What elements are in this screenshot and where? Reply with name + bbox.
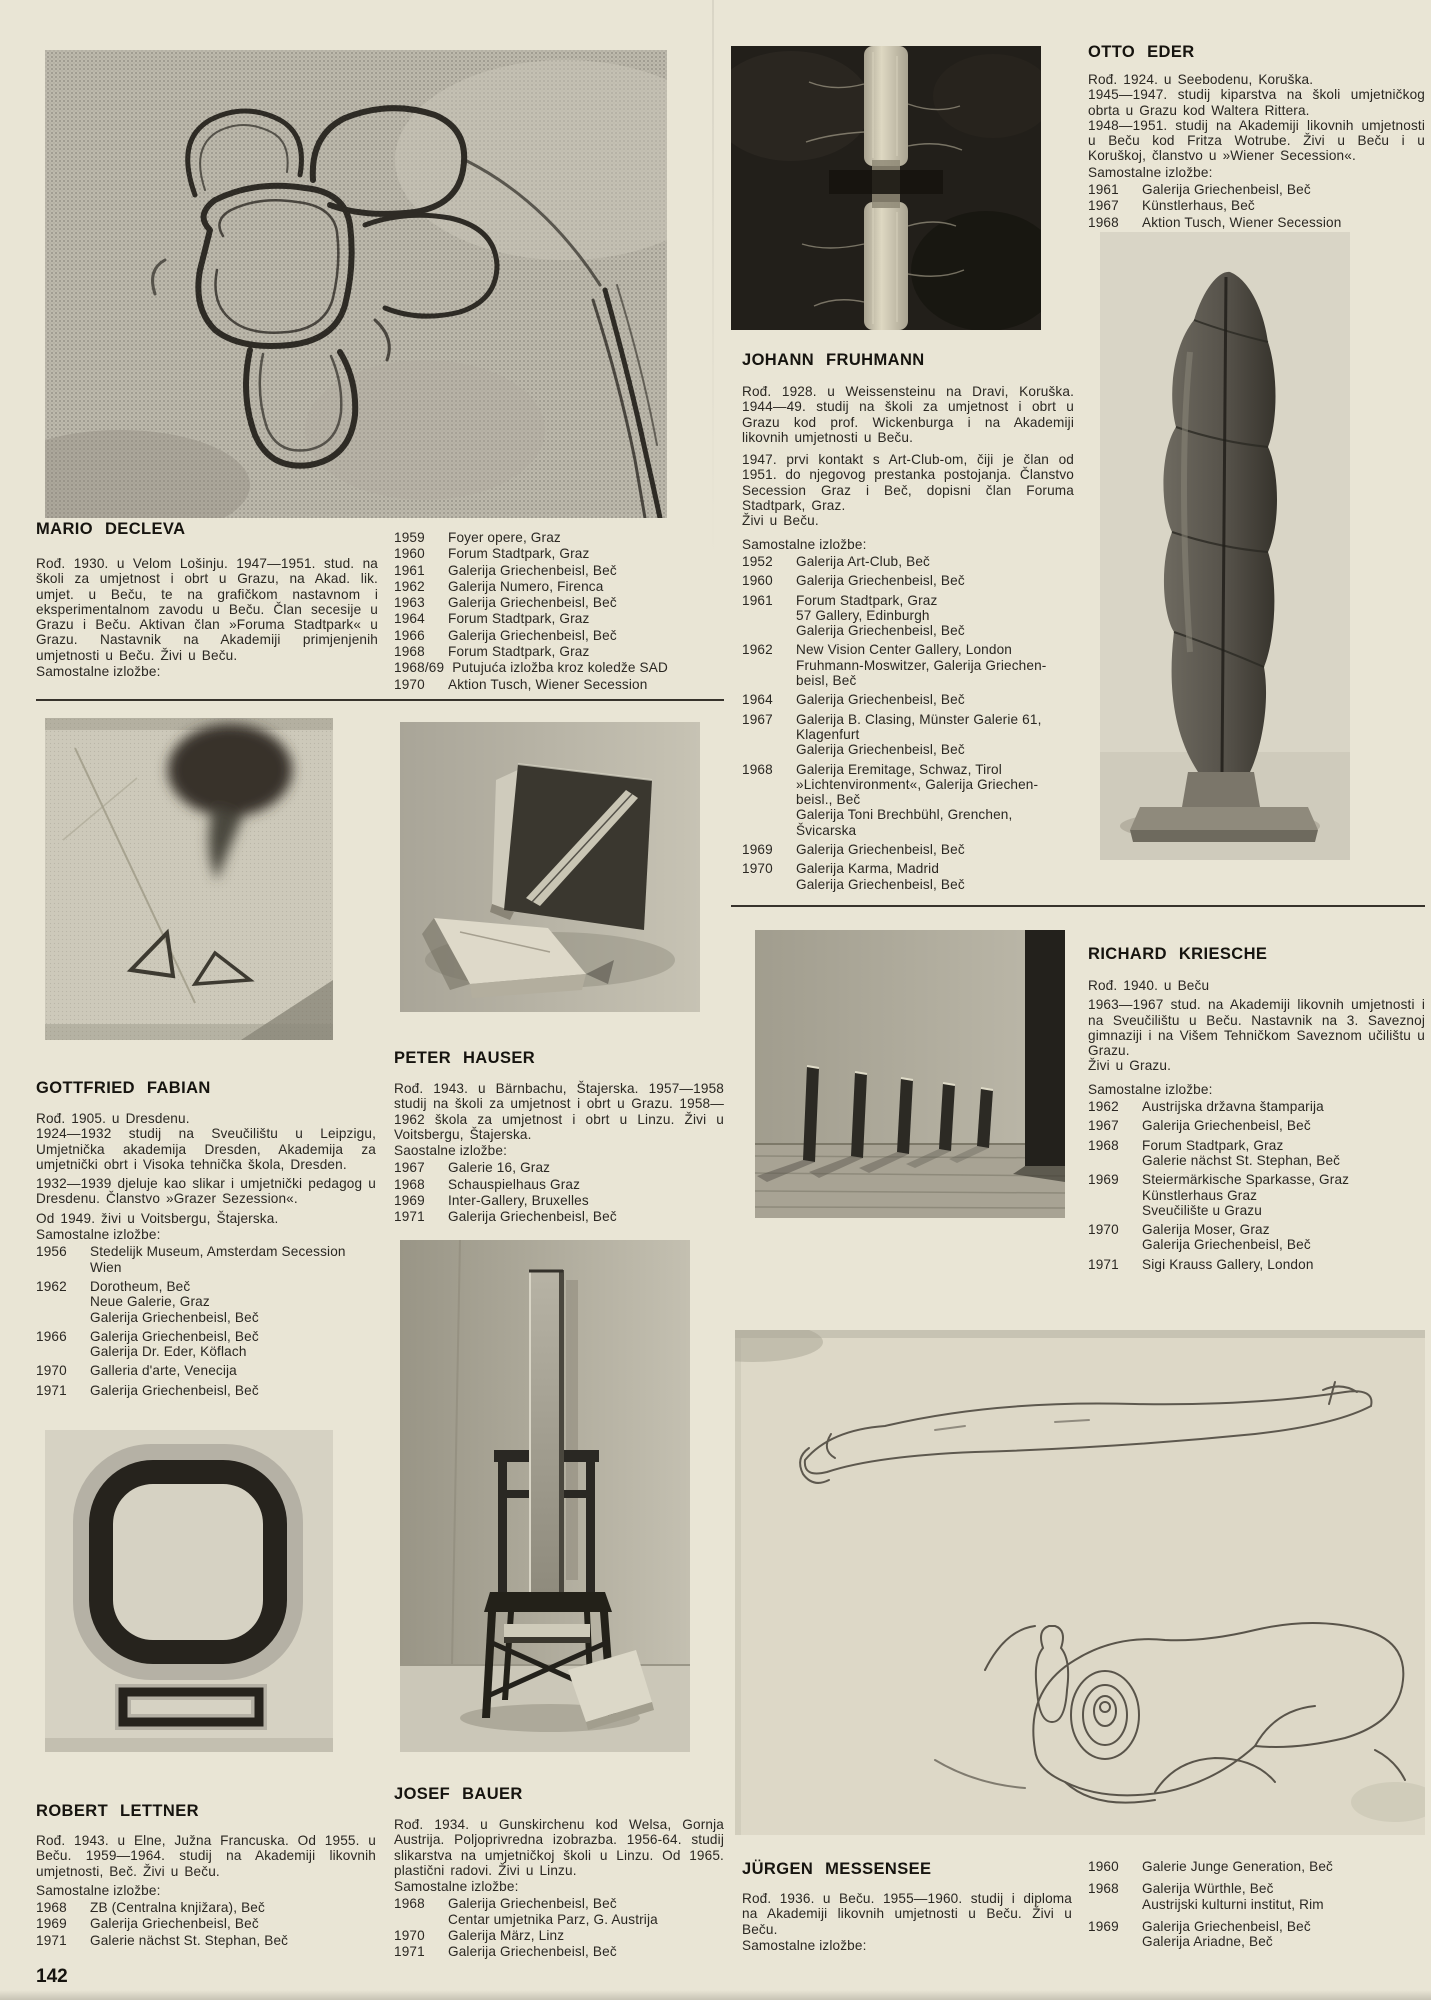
exhibition-year: 1968: [742, 761, 773, 777]
exhibition-year: 1970: [1088, 1222, 1119, 1238]
exhibition-entry: [394, 546, 726, 561]
bio-paragraph: Živi u Grazu.: [1088, 1058, 1171, 1074]
exhibition-line: Austrijski kulturni institut, Rim: [1142, 1896, 1324, 1912]
artist-bio-kriesche: [1088, 978, 1425, 1276]
exhibition-year: 1969: [1088, 1918, 1119, 1934]
exhibition-year: 1970: [36, 1363, 67, 1379]
exhibition-year: 1970: [394, 1928, 425, 1944]
exhibition-year: 1968: [36, 1900, 67, 1916]
exhibition-line: Galerija Griechenbeisl, Beč: [448, 562, 617, 578]
exhibition-entry: [1088, 1172, 1425, 1218]
exhibition-year: 1970: [742, 861, 773, 877]
artist-heading-decleva: MARIO DECLEVA: [36, 520, 186, 538]
exhibition-year: 1960: [394, 546, 425, 562]
exhibition-line: Künstlerhaus Graz: [1142, 1187, 1258, 1203]
exhibition-line: Wien: [90, 1259, 122, 1275]
bauer-artwork-image: [400, 1240, 690, 1752]
artist-bio-fruhmann: [742, 384, 1074, 896]
exhibition-entry: [394, 644, 726, 659]
exhibition-line: Galerija Griechenbeisl, Beč: [796, 742, 965, 758]
exhibition-year: 1963: [394, 595, 425, 611]
section-divider-right: [731, 905, 1425, 907]
exhibition-entry: [1088, 215, 1425, 230]
exhibition-entry: [394, 1209, 724, 1224]
exhibition-line: beisl, Beč: [796, 673, 857, 689]
bio-paragraph: 1924—1932 studij na Sveučilištu u Leipzigu, Umjetnička akademija Dresden, Akademija za umjetnički obrt i Visoka tehnička škola, Dresden.: [36, 1126, 376, 1172]
shows-label: Samostalne izložbe:: [36, 664, 161, 680]
artist-heading-hauser: PETER HAUSER: [394, 1049, 536, 1067]
exhibition-entry: [394, 1177, 724, 1192]
artist-bio-bauer: [394, 1817, 724, 1961]
exhibition-year: 1971: [36, 1932, 67, 1948]
exhibition-year: 1961: [742, 592, 773, 608]
bio-paragraph: Rođ. 1940. u Beču: [1088, 978, 1210, 993]
exhibition-line: beisl., Beč: [796, 792, 861, 808]
exhibition-year: 1969: [36, 1916, 67, 1932]
exhibition-line: Galerija Art-Club, Beč: [796, 553, 930, 569]
exhibition-year: 1967: [1088, 1118, 1119, 1134]
exhibition-year: 1961: [1088, 182, 1119, 198]
bio-paragraph: 1932—1939 djeluje kao slikar i umjetnički pedagog u Dresdenu. Članstvo »Grazer Sezession«.: [36, 1176, 376, 1207]
exhibition-line: Galerija Griechenbeisl, Beč: [90, 1382, 259, 1398]
exhibition-line: »Lichtenvironment«, Galerija Griechen-: [796, 776, 1039, 792]
exhibition-line: Galerija Griechenbeisl, Beč: [1142, 1918, 1311, 1934]
exhibition-year: 1970: [394, 676, 425, 692]
exhibition-line: Galerija Griechenbeisl, Beč: [90, 1916, 259, 1932]
eder-artwork-image: [1100, 232, 1350, 860]
exhibition-year: 1968: [394, 1896, 425, 1912]
exhibition-entry: [742, 642, 1074, 688]
artist-shows-decleva: [394, 528, 726, 693]
exhibition-entry: [394, 677, 726, 692]
exhibition-entry: [394, 579, 726, 594]
exhibition-entry: [394, 563, 726, 578]
exhibition-entry: [36, 1933, 376, 1948]
exhibition-entry: [394, 1896, 724, 1927]
shows-label: Samostalne izložbe:: [36, 1227, 161, 1243]
exhibition-year: 1961: [394, 562, 425, 578]
artist-shows-messensee: [1088, 1857, 1428, 1956]
artist-heading-eder: OTTO EDER: [1088, 43, 1195, 61]
page-bottom-shadow: [0, 1990, 1431, 2000]
fruhmann-artwork-image: [731, 46, 1041, 330]
exhibition-year: 1952: [742, 553, 773, 569]
exhibition-year: 1968: [1088, 1881, 1119, 1897]
shows-label: Samostalne izložbe:: [1088, 164, 1213, 180]
bio-paragraph: Rođ. 1934. u Gunskirchenu kod Welsa, Gornja Austrija. Poljoprivredna izobrazba. 1956-64. studij slikarstva na umjetničkoj školi u Linzu. Od 1965. plastični radovi. Živi u Linzu.: [394, 1817, 724, 1878]
exhibition-line: Galerie 16, Graz: [448, 1160, 551, 1176]
exhibition-line: Galerija Griechenbeisl, Beč: [448, 1944, 617, 1960]
lettner-artwork-image: [45, 1430, 333, 1752]
artist-bio-decleva: [36, 556, 378, 679]
shows-label: Samostalne izložbe:: [394, 1879, 519, 1895]
exhibition-year: 1969: [394, 1193, 425, 1209]
exhibition-year: 1956: [36, 1244, 67, 1260]
exhibition-line: Forum Stadtpark, Graz: [1142, 1137, 1284, 1153]
exhibition-entry: [1088, 182, 1425, 197]
bio-paragraph: Od 1949. živi u Voitsbergu, Štajerska.: [36, 1210, 279, 1226]
bio-paragraph: 1963—1967 stud. na Akademiji likovnih umjetnosti i na Sveučilištu u Beču. Nastavnik na 3. Saveznoj gimnaziji i na Višem Tehničkom Saveznom učilištu u Grazu.: [1088, 997, 1425, 1059]
exhibition-line: Forum Stadtpark, Graz: [796, 592, 938, 608]
exhibition-year: 1962: [394, 578, 425, 594]
artist-bio-messensee: [742, 1891, 1072, 1953]
exhibition-entry: [1088, 198, 1425, 213]
exhibition-year: 1968: [1088, 214, 1119, 230]
exhibition-year: 1968: [394, 1176, 425, 1192]
exhibition-entry: [1088, 1099, 1425, 1114]
exhibition-line: Galerija B. Clasing, Münster Galerie 61,: [796, 711, 1042, 727]
exhibition-line: Galerija Dr. Eder, Köflach: [90, 1344, 247, 1360]
exhibition-entry: [394, 530, 726, 545]
page-crease: [712, 0, 714, 560]
exhibition-year: 1966: [394, 627, 425, 643]
artist-heading-messensee: JÜRGEN MESSENSEE: [742, 1860, 932, 1878]
exhibition-year: 1962: [1088, 1099, 1119, 1115]
exhibition-line: Galerija Karma, Madrid: [796, 861, 940, 877]
exhibition-line: Galerija Numero, Firenca: [448, 578, 604, 594]
exhibition-entry: [1088, 1138, 1425, 1169]
exhibition-line: Dorotheum, Beč: [90, 1278, 191, 1294]
exhibition-year: 1968: [1088, 1137, 1119, 1153]
exhibition-year: 1971: [394, 1209, 425, 1225]
section-divider-left: [36, 699, 724, 701]
exhibition-year: 1969: [742, 842, 773, 858]
fabian-artwork-image: [45, 718, 333, 1040]
exhibition-year: 1967: [742, 711, 773, 727]
exhibition-line: Steiermärkische Sparkasse, Graz: [1142, 1172, 1350, 1188]
exhibition-line: Galerija Griechenbeisl, Beč: [1142, 1118, 1311, 1134]
exhibition-line: Galerija Griechenbeisl, Beč: [796, 842, 965, 858]
artist-heading-fruhmann: JOHANN FRUHMANN: [742, 351, 925, 369]
exhibition-entry: [742, 692, 1074, 707]
exhibition-line: Künstlerhaus, Beč: [1142, 198, 1255, 214]
exhibition-line: Galerija März, Linz: [448, 1928, 565, 1944]
exhibition-line: 57 Gallery, Edinburgh: [796, 607, 930, 623]
exhibition-line: ZB (Centralna knjižara), Beč: [90, 1900, 265, 1916]
exhibition-line: Klagenfurt: [796, 726, 860, 742]
exhibition-entry: [394, 1193, 724, 1208]
exhibition-entry: [394, 595, 726, 610]
exhibition-year: 1966: [36, 1328, 67, 1344]
exhibition-entry: [36, 1329, 376, 1360]
exhibition-year: 1968/69: [394, 660, 445, 676]
artist-bio-eder: [1088, 72, 1425, 231]
exhibition-year: 1960: [1088, 1859, 1119, 1874]
exhibition-entry: [742, 712, 1074, 758]
exhibition-year: 1959: [394, 530, 425, 545]
exhibition-line: Galerija Griechenbeisl, Beč: [796, 623, 965, 639]
exhibition-year: 1962: [742, 642, 773, 658]
exhibition-line: Forum Stadtpark, Graz: [448, 644, 590, 660]
exhibition-entry: [36, 1916, 376, 1931]
hauser-artwork-image: [400, 722, 700, 1012]
exhibition-year: 1971: [36, 1382, 67, 1398]
exhibition-entry: [1088, 1118, 1425, 1133]
exhibition-entry: [742, 573, 1074, 588]
bio-paragraph: Rođ. 1924. u Seebodenu, Koruška.: [1088, 72, 1314, 87]
exhibition-line: Neue Galerie, Graz: [90, 1294, 210, 1310]
artist-heading-lettner: ROBERT LETTNER: [36, 1802, 199, 1820]
artist-bio-fabian: [36, 1111, 376, 1402]
exhibition-year: 1967: [1088, 198, 1119, 214]
exhibition-year: 1968: [394, 644, 425, 660]
messensee-artwork-image: [735, 1330, 1425, 1835]
exhibition-entry: [742, 861, 1074, 892]
shows-label: Samostalne izložbe:: [1088, 1081, 1213, 1097]
bio-paragraph: Rođ. 1943. u Elne, Južna Francuska. Od 1955. u Beču. 1959—1964. studij na Akademiji likovnih umjetnosti, Beč. Živi u Beču.: [36, 1833, 376, 1879]
shows-label: Samostalne izložbe:: [742, 1937, 867, 1953]
exhibition-year: 1964: [394, 611, 425, 627]
exhibition-line: Fruhmann-Moswitzer, Galerija Griechen-: [796, 657, 1047, 673]
exhibition-line: Sveučilište u Grazu: [1142, 1202, 1262, 1218]
exhibition-year: 1964: [742, 692, 773, 708]
exhibition-line: Galleria d'arte, Venecija: [90, 1363, 237, 1379]
kriesche-artwork-image: [755, 930, 1065, 1218]
exhibition-line: Galerija Ariadne, Beč: [1142, 1934, 1273, 1950]
exhibition-year: 1971: [394, 1944, 425, 1960]
exhibition-entry: [1088, 1881, 1428, 1912]
exhibition-year: 1969: [1088, 1172, 1119, 1188]
exhibition-line: Galerija Würthle, Beč: [1142, 1881, 1274, 1897]
exhibition-line: Centar umjetnika Parz, G. Austrija: [448, 1911, 658, 1927]
exhibition-line: Galerija Griechenbeisl, Beč: [90, 1328, 259, 1344]
exhibition-line: Galerija Toni Brechbühl, Grenchen,: [796, 807, 1013, 823]
exhibition-line: Sigi Krauss Gallery, London: [1142, 1256, 1314, 1272]
exhibition-line: Galerija Moser, Graz: [1142, 1222, 1270, 1238]
exhibition-line: Švicarska: [796, 822, 857, 838]
exhibition-entry: [394, 660, 726, 675]
shows-label: Samostalne izložbe:: [742, 536, 867, 552]
exhibition-line: Aktion Tusch, Wiener Secession: [1142, 214, 1342, 230]
exhibition-entry: [1088, 1257, 1425, 1272]
exhibition-entry: [742, 554, 1074, 569]
bio-paragraph: 1948—1951. studij na Akademiji likovnih umjetnosti u Beču kod Fritza Wotrube. Živi u Beču i u Koruškoj, članstvo u »Wiener Secession«.: [1088, 117, 1425, 164]
exhibition-entry: [36, 1363, 376, 1378]
exhibition-entry: [1088, 1222, 1425, 1253]
exhibition-line: Galerija Griechenbeisl, Beč: [1142, 182, 1311, 198]
shows-label: Saostalne izložbe:: [394, 1143, 508, 1159]
bio-paragraph: 1945—1947. studij kiparstva na školi umjetničkog obrta u Grazu kod Waltera Rittera.: [1088, 87, 1425, 118]
exhibition-entry: [394, 1160, 724, 1175]
exhibition-entry: [1088, 1919, 1428, 1950]
artist-heading-bauer: JOSEF BAUER: [394, 1785, 523, 1803]
exhibition-year: 1960: [742, 573, 773, 589]
exhibition-line: Galerija Eremitage, Schwaz, Tirol: [796, 761, 1002, 777]
exhibition-line: Stedelijk Museum, Amsterdam Secession: [90, 1244, 346, 1260]
exhibition-entry: [394, 1928, 724, 1943]
exhibition-line: Aktion Tusch, Wiener Secession: [448, 676, 648, 692]
exhibition-line: Schauspielhaus Graz: [448, 1176, 581, 1192]
exhibition-line: Galerija Griechenbeisl, Beč: [448, 1209, 617, 1225]
bio-paragraph: Rođ. 1905. u Dresdenu.: [36, 1111, 190, 1126]
exhibition-line: Galerija Griechenbeisl, Beč: [796, 573, 965, 589]
exhibition-line: New Vision Center Gallery, London: [796, 642, 1013, 658]
artist-heading-kriesche: RICHARD KRIESCHE: [1088, 945, 1268, 963]
page-number: 142: [36, 1966, 68, 1987]
exhibition-line: Galerija Griechenbeisl, Beč: [796, 692, 965, 708]
artist-bio-lettner: [36, 1833, 376, 1949]
exhibition-line: Austrijska državna štamparija: [1142, 1099, 1324, 1115]
decleva-artwork-image: [45, 50, 667, 518]
exhibition-line: Galerie Junge Generation, Beč: [1142, 1859, 1333, 1874]
exhibition-line: Putujuća izložba kroz koledže SAD: [452, 660, 668, 676]
exhibition-line: Galerija Griechenbeisl, Beč: [796, 876, 965, 892]
exhibition-entry: [742, 593, 1074, 639]
artist-heading-fabian: GOTTFRIED FABIAN: [36, 1079, 211, 1097]
bio-paragraph: 1947. prvi kontakt s Art-Club-om, čiji je član od 1951. do njegovog prestanka postojanja. Članstvo Secession Graz i Beč, dopisni član Foruma Stadtpark, Graz.: [742, 452, 1074, 514]
exhibition-entry: [394, 1944, 724, 1959]
exhibition-line: Galerija Griechenbeisl, Beč: [90, 1309, 259, 1325]
shows-label: Samostalne izložbe:: [36, 1882, 161, 1898]
exhibition-entry: [36, 1279, 376, 1325]
exhibition-line: Foyer opere, Graz: [448, 530, 561, 545]
exhibition-line: Galerija Griechenbeisl, Beč: [1142, 1237, 1311, 1253]
exhibition-line: Forum Stadtpark, Graz: [448, 546, 590, 562]
exhibition-entry: [36, 1900, 376, 1915]
exhibition-entry: [1088, 1859, 1428, 1874]
bio-paragraph: Živi u Beču.: [742, 513, 819, 529]
bio-paragraph: Rođ. 1936. u Beču. 1955—1960. studij i diploma na Akademiji likovnih umjetnosti u Beču. Živi u Beču.: [742, 1891, 1072, 1937]
exhibition-entry: [36, 1244, 376, 1275]
exhibition-year: 1962: [36, 1278, 67, 1294]
bio-paragraph: Rođ. 1928. u Weissensteinu na Dravi, Koruška. 1944—49. studij na školi za umjetnost i obrt u Grazu kod prof. Wickenburga i na Akademiji likovnih umjetnosti u Beču.: [742, 384, 1074, 445]
exhibition-year: 1971: [1088, 1256, 1119, 1272]
exhibition-entry: [394, 628, 726, 643]
exhibition-line: Galerija Griechenbeisl, Beč: [448, 1896, 617, 1912]
exhibition-line: Galerija Griechenbeisl, Beč: [448, 627, 617, 643]
exhibition-year: 1967: [394, 1160, 425, 1176]
exhibition-entry: [394, 611, 726, 626]
artist-bio-hauser: [394, 1081, 724, 1226]
exhibition-line: Galerija Griechenbeisl, Beč: [448, 595, 617, 611]
bio-paragraph: Rođ. 1943. u Bärnbachu, Štajerska. 1957—1958 studij na školi za umjetnost i obrt u Grazu. 1958—1962 škola za umjetnost i obrt u Linzu. Živi u Voitsbergu, Štajerska.: [394, 1081, 724, 1142]
exhibition-line: Galerie nächst St. Stephan, Beč: [90, 1932, 289, 1948]
exhibition-entry: [742, 842, 1074, 857]
exhibition-line: Inter-Gallery, Bruxelles: [448, 1193, 589, 1209]
exhibition-entry: [36, 1383, 376, 1398]
exhibition-entry: [742, 762, 1074, 838]
exhibition-line: Galerie nächst St. Stephan, Beč: [1142, 1152, 1341, 1168]
exhibition-line: Forum Stadtpark, Graz: [448, 611, 590, 627]
bio-paragraph: Rođ. 1930. u Velom Lošinju. 1947—1951. stud. na školi za umjetnost i obrt u Grazu, na Akad. lik. umjet. u Beču, te na grafičkom nastavnom i eksperimentalnom zavodu u Beču. Član secesije u Grazu i Beču. Aktivan član »Foruma Stadtpark« u Grazu. Nastavnik na Akademiji primjenjenih umjetnosti u Beču. Živi u Beču.: [36, 556, 378, 663]
